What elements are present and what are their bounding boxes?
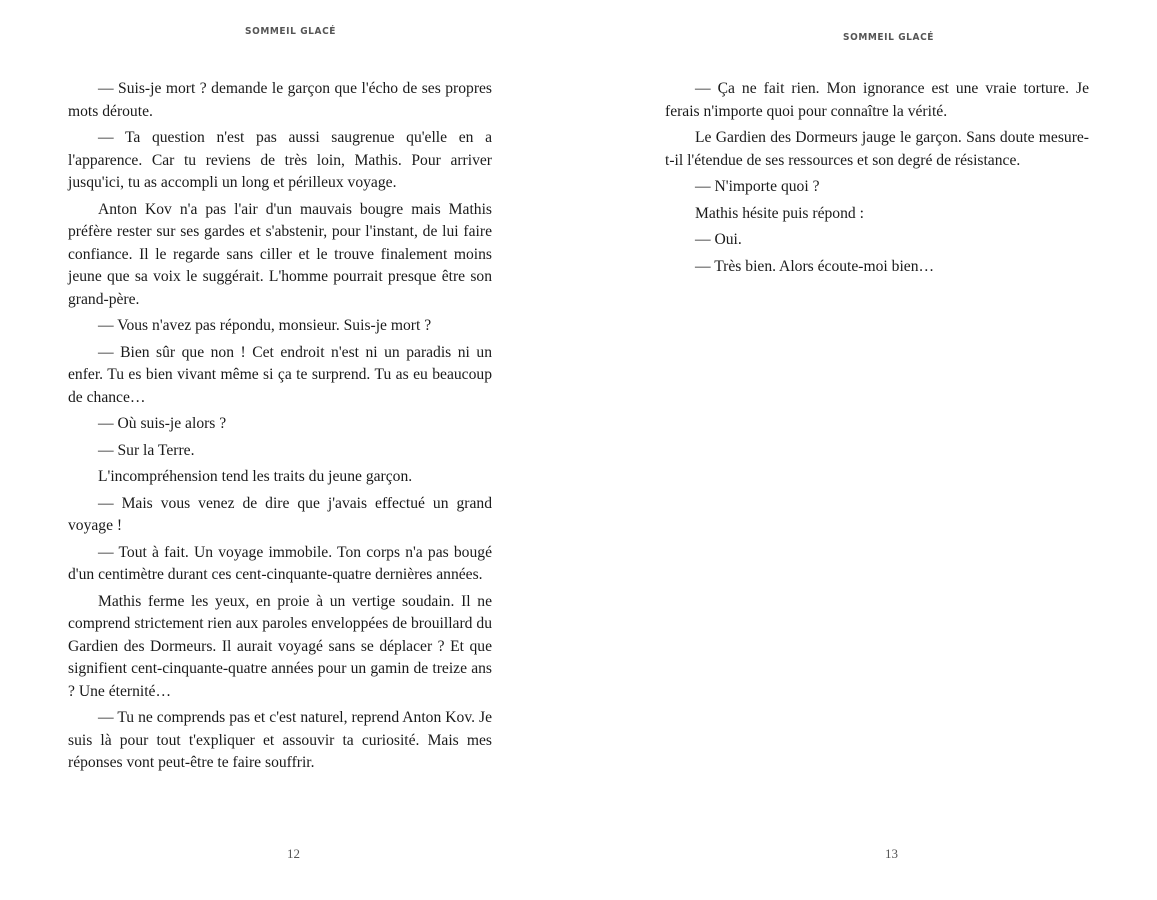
paragraph: — Sur la Terre. bbox=[98, 441, 195, 459]
right-page bbox=[578, 0, 1157, 900]
paragraph: Mathis hésite puis répond : bbox=[695, 204, 864, 222]
paragraph: L'incompréhension tend les traits du jeune garçon. bbox=[98, 468, 413, 485]
body-text bbox=[665, 78, 1089, 282]
body-text bbox=[68, 78, 492, 779]
paragraph: Anton Kov n'a pas l'air d'un mauvais bougre mais Mathis préfère rester sur ses gardes et s'abstenir, pour l'instant, de lui faire confiance. Il le regarde sans ciller et le trouve finalement moins jeune que sa voix le suggérait. L'homme pourrait presque être son grand-père. bbox=[68, 200, 492, 308]
running-head: SOMMEIL GLACÉ bbox=[245, 26, 337, 37]
paragraph: — Mais vous venez de dire que j'avais effectué un grand voyage ! bbox=[68, 494, 492, 534]
paragraph: — Où suis-je alors ? bbox=[98, 415, 227, 432]
paragraph: — Bien sûr que non ! Cet endroit n'est ni un paradis ni un enfer. Tu es bien vivant même si ça te surprend. Tu as eu beaucoup de chance… bbox=[68, 343, 492, 406]
left-page bbox=[0, 0, 578, 900]
paragraph: — Oui. bbox=[695, 231, 742, 248]
paragraph: Le Gardien des Dormeurs jauge le garçon. Sans doute mesure-t-il l'étendue de ses ressources et son degré de résistance. bbox=[665, 129, 1089, 169]
paragraph: — N'importe quoi ? bbox=[695, 178, 820, 195]
paragraph: — Ta question n'est pas aussi saugrenue qu'elle en a l'apparence. Car tu reviens de très loin, Mathis. Pour arriver jusqu'ici, tu as accompli un long et périlleux voyage. bbox=[68, 129, 492, 191]
paragraph: — Très bien. Alors écoute-moi bien… bbox=[695, 257, 935, 275]
running-head: SOMMEIL GLACÉ bbox=[843, 32, 935, 43]
paragraph: — Suis-je mort ? demande le garçon que l'écho de ses propres mots déroute. bbox=[68, 80, 492, 120]
page-number: 13 bbox=[885, 846, 898, 861]
paragraph: — Tout à fait. Un voyage immobile. Ton corps n'a pas bougé d'un centimètre durant ces cent-cinquante-quatre dernières années. bbox=[68, 543, 492, 583]
paragraph: — Vous n'avez pas répondu, monsieur. Suis-je mort ? bbox=[98, 317, 432, 334]
page-number: 12 bbox=[287, 846, 300, 861]
paragraph: — Ça ne fait rien. Mon ignorance est une vraie torture. Je ferais n'importe quoi pour connaître la vérité. bbox=[665, 80, 1089, 120]
paragraph: Mathis ferme les yeux, en proie à un vertige soudain. Il ne comprend strictement rien aux paroles enveloppées de brouillard du Gardien des Dormeurs. Il aurait voyagé sans se déplacer ? Et que signifient cent-cinquante-quatre années pour un gamin de treize ans ? Une éternité… bbox=[68, 592, 492, 700]
paragraph: — Tu ne comprends pas et c'est naturel, reprend Anton Kov. Je suis là pour tout t'expliquer et assouvir ta curiosité. Mais mes réponses vont peut-être te faire souffrir. bbox=[68, 709, 492, 771]
